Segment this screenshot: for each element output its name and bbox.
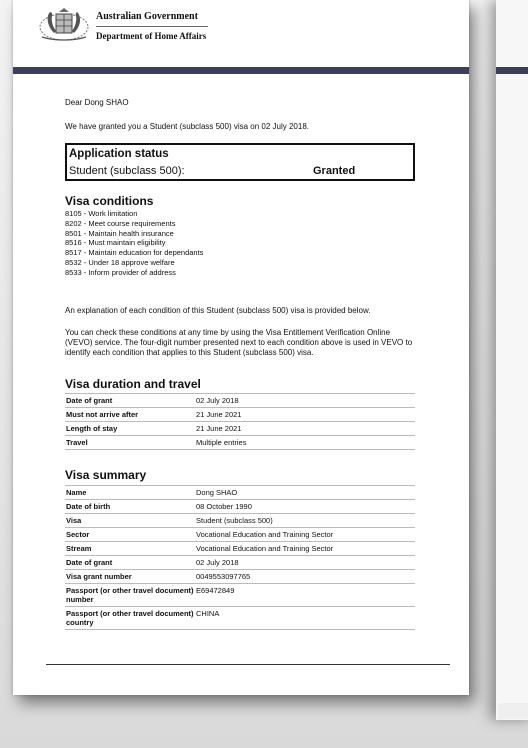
table-row [65, 556, 415, 570]
letterhead-divider [96, 26, 208, 27]
conditions-list [65, 209, 203, 278]
grant-statement: We have granted you a Student (subclass 500) visa on 02 July 2018. [65, 122, 310, 131]
row-key: Passport (or other travel document) number [65, 584, 196, 607]
condition-item: 8501 - Maintain health insurance [65, 228, 174, 238]
condition-item: 8533 - Inform provider of address [65, 267, 176, 277]
coat-of-arms-icon [36, 5, 92, 45]
row-key: Must not arrive after [65, 408, 196, 422]
status-heading: Application status [69, 148, 169, 160]
duration-table [65, 393, 415, 450]
letterhead [36, 5, 236, 45]
row-value: Multiple entries [196, 436, 415, 450]
status-label: Student (subclass 500): [69, 165, 185, 177]
row-value: 21 June 2021 [196, 408, 415, 422]
row-key: Length of stay [65, 422, 196, 436]
summary-table [65, 485, 415, 630]
row-value: 0049553097765 [196, 570, 415, 584]
government-title: Australian Government [96, 11, 198, 22]
row-key: Visa [65, 514, 196, 528]
row-value: 21 June 2021 [196, 422, 415, 436]
vevo-note: You can check these conditions at any time by using the Visa Entitlement Verification Online (VEVO) service. The four-digit number presented next to each condition above is used in VEVO to identify each condition that applies to this Student (subclass 500) visa. [65, 328, 413, 357]
condition-item: 8202 - Meet course requirements [65, 218, 176, 228]
condition-item: 8517 - Maintain education for dependants [65, 248, 204, 258]
row-key: Date of grant [65, 394, 196, 408]
next-page-header-bar [496, 67, 528, 74]
row-key: Visa grant number [65, 570, 196, 584]
condition-item: 8105 - Work limitation [65, 209, 138, 218]
table-row [65, 542, 415, 556]
header-bar [13, 67, 469, 74]
row-value: CHINA [196, 607, 415, 630]
next-page-edge [496, 0, 528, 720]
footer-divider [46, 664, 450, 665]
row-key: Travel [65, 436, 196, 450]
table-row [65, 408, 415, 422]
row-value: Vocational Education and Training Sector [196, 528, 415, 542]
table-row [65, 436, 415, 450]
department-title: Department of Home Affairs [96, 31, 207, 41]
table-row [65, 500, 415, 514]
row-value: E69472849 [196, 584, 415, 607]
table-row [65, 584, 415, 607]
row-value: 02 July 2018 [196, 556, 415, 570]
row-key: Name [65, 486, 196, 500]
table-row [65, 514, 415, 528]
application-status-box [65, 143, 415, 181]
row-key: Date of birth [65, 500, 196, 514]
condition-item: 8516 - Must maintain eligibility [65, 238, 166, 248]
table-row [65, 486, 415, 500]
conditions-explanation: An explanation of each condition of this Student (subclass 500) visa is provided below. [65, 306, 371, 315]
table-row [65, 570, 415, 584]
table-row [65, 528, 415, 542]
duration-heading: Visa duration and travel [65, 377, 201, 391]
row-value: 02 July 2018 [196, 394, 415, 408]
row-value: Dong SHAO [196, 486, 415, 500]
row-key: Passport (or other travel document) country [65, 607, 196, 630]
row-key: Sector [65, 528, 196, 542]
row-key: Stream [65, 542, 196, 556]
table-row [65, 394, 415, 408]
row-value: 08 October 1990 [196, 500, 415, 514]
greeting: Dear Dong SHAO [65, 98, 129, 107]
condition-item: 8532 - Under 18 approve welfare [65, 257, 175, 267]
summary-heading: Visa summary [65, 468, 147, 482]
table-row [65, 422, 415, 436]
conditions-heading: Visa conditions [65, 194, 154, 208]
scan-artifact [498, 703, 528, 719]
table-row [65, 607, 415, 630]
status-value: Granted [313, 165, 356, 177]
row-value: Vocational Education and Training Sector [196, 542, 415, 556]
row-value: Student (subclass 500) [196, 514, 415, 528]
visa-grant-letter [13, 0, 469, 695]
row-key: Date of grant [65, 556, 196, 570]
